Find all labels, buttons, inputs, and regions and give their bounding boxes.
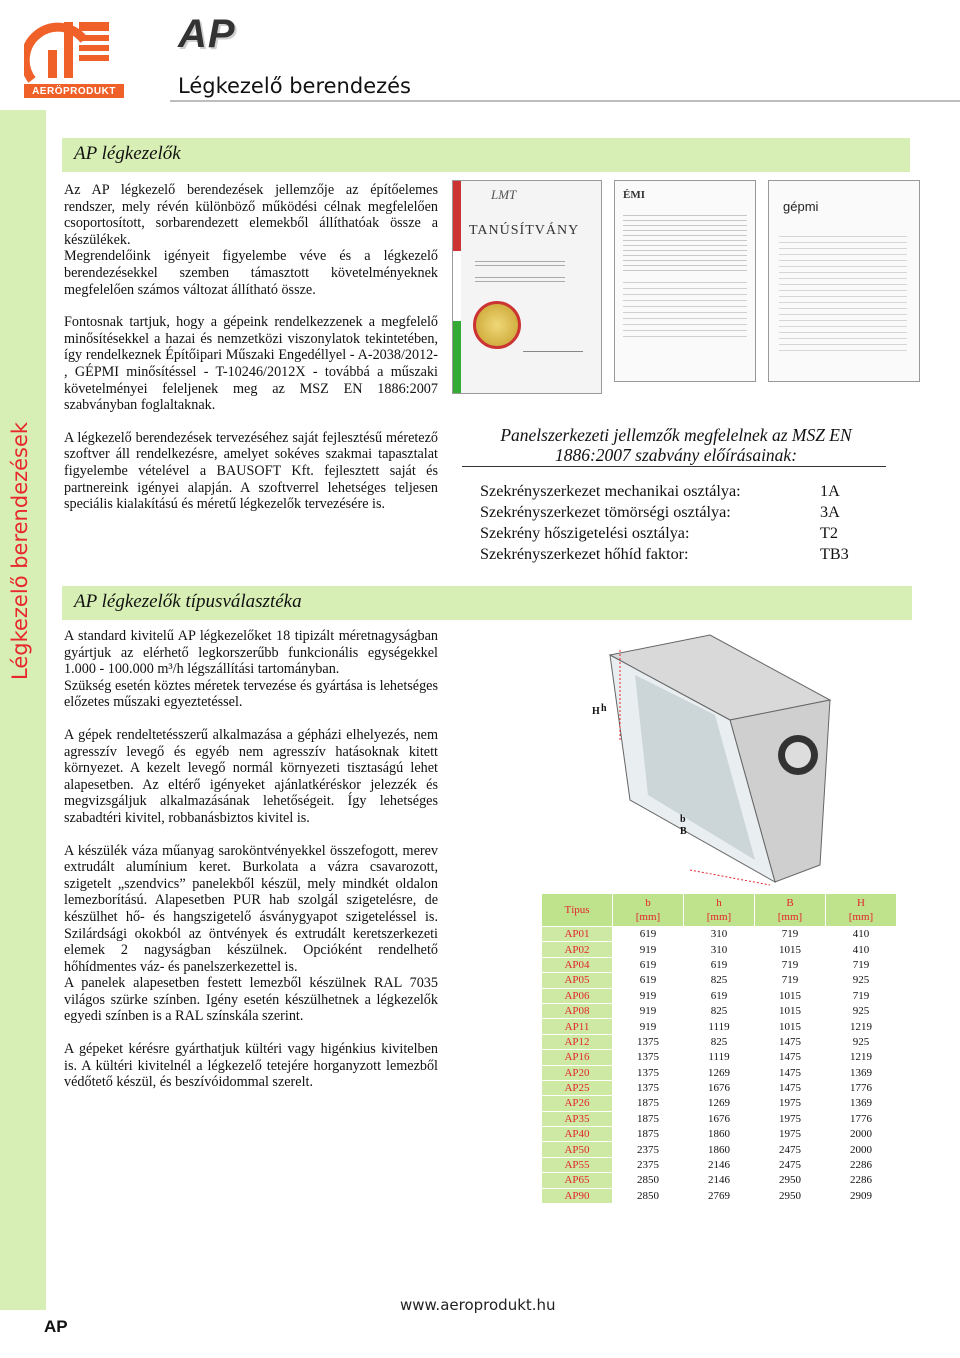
cert-logo-gepmi: gépmi [783,199,819,214]
table-cell: 919 [613,1019,684,1034]
table-cell: 719 [755,927,826,942]
table-cell: 2286 [826,1173,897,1188]
table-row [542,1188,897,1203]
table-cell: 1015 [755,988,826,1003]
table-cell: 2909 [826,1188,897,1203]
table-row [542,1096,897,1111]
table-cell: 1875 [613,1111,684,1126]
table-cell: 619 [613,957,684,972]
table-row [542,973,897,988]
table-cell: 2000 [826,1127,897,1142]
table-cell: 1860 [684,1142,755,1157]
table-cell-type: AP90 [542,1188,613,1203]
table-cell: 2475 [755,1142,826,1157]
table-cell: 1475 [755,1034,826,1049]
seal-icon [473,301,521,349]
page-subtitle: Légkezelő berendezés [178,74,411,98]
table-cell: 1860 [684,1127,755,1142]
paragraph: A légkezelő berendezések tervezéséhez saját fejlesztésű méretező szoftver áll rendelkezésre, amelyet sokéves szakmai tapasztalat figyelembe vételével a BAUSOFT Kft. fejlesztett saját és partnereink igényei alapján. A szoftverrel lehetséges teljesen speciális kialakítású és méretű légkezelők tervezésére is. [64,429,438,513]
table-cell: 1119 [684,1019,755,1034]
section-title-ap-legkezelok: AP légkezelők [62,138,910,172]
spec-row [480,545,880,566]
table-cell: 2850 [613,1188,684,1203]
certificate-lmt [452,180,602,394]
table-cell: 1219 [826,1019,897,1034]
table-row [542,1003,897,1018]
table-cell: 1475 [755,1080,826,1095]
footer-brand: AP [44,1317,68,1336]
table-cell: 719 [755,973,826,988]
cert-logo-emi: ÉMI [623,189,645,201]
header-unit: [mm] [635,911,661,923]
air-handler-unit-diagram [590,630,850,890]
table-cell: 1975 [755,1127,826,1142]
section1-text [64,182,438,529]
table-cell-type: AP20 [542,1065,613,1080]
table-cell: 2375 [613,1142,684,1157]
table-header-B [755,894,826,927]
table-cell: 2146 [684,1157,755,1172]
table-cell: 1375 [613,1050,684,1065]
table-cell: 619 [613,927,684,942]
table-cell: 919 [613,1003,684,1018]
spec-row [480,503,880,524]
table-cell-type: AP01 [542,927,613,942]
logo-text: AERÖPRODUKT [32,86,116,97]
cert-logo-lmt: LMT [491,187,517,202]
table-cell: 1375 [613,1065,684,1080]
dim-label-H: H [592,706,600,717]
table-header-b [613,894,684,927]
table-row [542,1111,897,1126]
spec-row [480,482,880,503]
table-cell-type: AP16 [542,1050,613,1065]
paragraph: Az AP légkezelő berendezések jellemzője az építőelemes rendszer, mely révén különböző működési célnak megfelelően csoportosított, sorbarendezett elemekből állíthatóak össze a készülékek. [64,182,438,248]
table-cell: 719 [755,957,826,972]
table-cell-type: AP35 [542,1111,613,1126]
paragraph: A gépeket kérésre gyárthatjuk kültéri vagy higénkius kivitelben is. A kültéri kivitelnél a légkezelő tetejére horganyzott lemezből védőtető készül, és beszívóidommal szerelt. [64,1041,438,1091]
table-cell: 1015 [755,1003,826,1018]
table-cell: 1015 [755,942,826,957]
panel-title: Panelszerkezeti jellemzők megfelelnek az MSZ EN 1886:2007 szabvány előírásainak: [500,425,852,465]
paragraph: A panelek alapesetben festett lemezből készülnek RAL 7035 világos szürke színben. Igény esetén készülhetnek a légkezelők egyedi színben is a RAL színskála szerint. [64,975,438,1025]
table-cell-type: AP40 [542,1127,613,1142]
table-cell-type: AP26 [542,1096,613,1111]
table-cell: 619 [684,957,755,972]
table-cell: 1975 [755,1111,826,1126]
table-cell-type: AP02 [542,942,613,957]
table-cell: 719 [826,988,897,1003]
spec-value: 3A [820,503,840,521]
spec-value: T2 [820,524,838,542]
table-cell: 1776 [826,1111,897,1126]
header-label: b [645,897,651,909]
table-cell: 1475 [755,1050,826,1065]
table-cell: 825 [684,1003,755,1018]
header-label: h [716,897,722,909]
table-cell: 919 [613,942,684,957]
header-label: H [857,897,865,909]
paragraph: A gépek rendeltetésszerű alkalmazása a gépházi elhelyezés, nem agresszív levegő és egyéb nem agresszív hatásoknak kitett környezet. A kezelt levegő normál környezeti tisztaságú lehet alapesetben. Az eltérő igényeket ajánlatkéréskor jelezzék és megvizsgáljuk alkalmazásának lehetőségeit. Így lehetséges szabadtéri kivitel, robbanásbiztos kivitel is. [64,726,438,826]
table-cell: 1875 [613,1127,684,1142]
dim-label-B: B [680,826,687,837]
table-cell: 1676 [684,1111,755,1126]
spec-row [480,524,880,545]
spec-label: Szekrényszerkezet hőhíd faktor: [480,545,689,563]
table-row [542,1157,897,1172]
table-cell: 2000 [826,1142,897,1157]
brand-title: AP [178,12,236,56]
table-cell: 919 [613,988,684,1003]
dim-label-h: h [601,703,607,714]
table-cell: 2950 [755,1173,826,1188]
table-row [542,1065,897,1080]
table-cell: 1776 [826,1080,897,1095]
table-row [542,1173,897,1188]
table-header-H [826,894,897,927]
table-cell: 1269 [684,1065,755,1080]
certificate-emi [614,180,756,382]
table-cell: 1375 [613,1080,684,1095]
table-cell-type: AP65 [542,1173,613,1188]
table-cell: 825 [684,973,755,988]
table-cell: 1269 [684,1096,755,1111]
table-cell: 2950 [755,1188,826,1203]
table-cell: 1219 [826,1050,897,1065]
panel-divider [462,466,886,467]
spec-value: 1A [820,482,840,500]
certificate-gepmi [768,180,920,382]
table-cell: 719 [826,957,897,972]
footer-url[interactable]: www.aeroprodukt.hu [400,1296,556,1314]
table-header-type: Típus [542,894,613,927]
dimension-table [541,893,897,1204]
table-row [542,1127,897,1142]
table-cell: 925 [826,973,897,988]
table-row [542,927,897,942]
paragraph: A készülék váza műanyag saroköntvényekkel összefogott, merev extrudált alumínium keret. Burkolata a vázra csavarozott, szigetelt „szendvics” panelekből készül, mely mindkét oldalon lemezborítású. Alapesetben PUR hab szolgál szigetelésre, de készülhet hő- és hangszigetelő ásványgyapot szigeteléssel is. Szilárdsági okokból az öntvények és extrudált keretszerkezeti elemek 2 nagyságban készülnek. Opcióként rendelhető hőhídmentes váz- és panelszerkezettel is. [64,842,438,975]
table-cell: 2375 [613,1157,684,1172]
table-cell: 825 [684,1034,755,1049]
table-row [542,1050,897,1065]
table-cell: 1875 [613,1096,684,1111]
table-cell-type: AP50 [542,1142,613,1157]
table-row [542,1019,897,1034]
table-cell: 619 [684,988,755,1003]
table-header-h [684,894,755,927]
table-cell-type: AP05 [542,973,613,988]
paragraph: Fontosnak tartjuk, hogy a gépeink rendelkezzenek a megfelelő minősítésekkel a hazai és nemzetközi viszonylatok tekintetében, így rendelkeznek Építőipari Műszaki Engedéllyel - A-2038/2012- , GÉPMI minősítéssel - T-10246/2012X - továbbá a műszaki követelményei feleljenek meg az MSZ EN 1886:2007 szabványban foglaltaknak. [64,314,438,414]
section2-text [64,628,438,1107]
cert-title: TANÚSÍTVÁNY [469,223,580,238]
paragraph: Szükség esetén köztes méretek tervezése és gyártása is lehetséges előzetes műszaki egyeztetéssel. [64,677,438,711]
table-cell-type: AP25 [542,1080,613,1095]
table-cell: 2146 [684,1173,755,1188]
table-cell: 1676 [684,1080,755,1095]
table-cell: 2850 [613,1173,684,1188]
table-cell: 310 [684,942,755,957]
table-cell: 410 [826,927,897,942]
table-cell: 925 [826,1034,897,1049]
table-cell: 1369 [826,1096,897,1111]
table-cell: 1119 [684,1050,755,1065]
header-unit: [mm] [777,911,803,923]
table-cell: 410 [826,942,897,957]
dim-label-b: b [680,814,686,825]
spec-label: Szekrény hőszigetelési osztálya: [480,524,690,542]
table-cell: 925 [826,1003,897,1018]
section-title-tipusvalasztek: AP légkezelők típusválasztéka [62,586,912,620]
panel-specs [480,482,880,566]
table-row [542,1142,897,1157]
table-cell-type: AP55 [542,1157,613,1172]
table-cell-type: AP04 [542,957,613,972]
table-cell-type: AP06 [542,988,613,1003]
table-cell: 1475 [755,1065,826,1080]
table-cell: 1369 [826,1065,897,1080]
table-row [542,942,897,957]
table-cell-type: AP12 [542,1034,613,1049]
table-cell-type: AP11 [542,1019,613,1034]
spec-label: Szekrényszerkezet mechanikai osztálya: [480,482,741,500]
sidebar [0,110,46,1310]
table-cell-type: AP08 [542,1003,613,1018]
paragraph: A standard kivitelű AP légkezelőket 18 tipizált méretnagyságban gyártjuk az elérhető legkorszerűbb funkcionális egységekkel 1.000 - 100.000 m³/h légszállítási tartományban. [64,628,438,678]
table-row [542,957,897,972]
sidebar-label: Légkezelő berendezések [8,421,32,680]
header-unit: [mm] [706,911,732,923]
table-cell: 1015 [755,1019,826,1034]
table-row [542,988,897,1003]
table-cell: 2475 [755,1157,826,1172]
spec-label: Szekrényszerkezet tömörségi osztálya: [480,503,731,521]
spec-value: TB3 [820,545,849,563]
table-cell: 619 [613,973,684,988]
header-label: B [786,897,794,909]
table-row [542,1034,897,1049]
table-cell: 1975 [755,1096,826,1111]
header-unit: [mm] [848,911,874,923]
table-cell: 2769 [684,1188,755,1203]
paragraph: Megrendelőink igényeit figyelembe véve és a légkezelő berendezésekkel szemben támasztott követelményeknek megfelelően számos változat állítható össze. [64,248,438,298]
table-cell: 1375 [613,1034,684,1049]
table-cell: 2286 [826,1157,897,1172]
header-divider [170,100,960,102]
table-row [542,1080,897,1095]
table-cell: 310 [684,927,755,942]
